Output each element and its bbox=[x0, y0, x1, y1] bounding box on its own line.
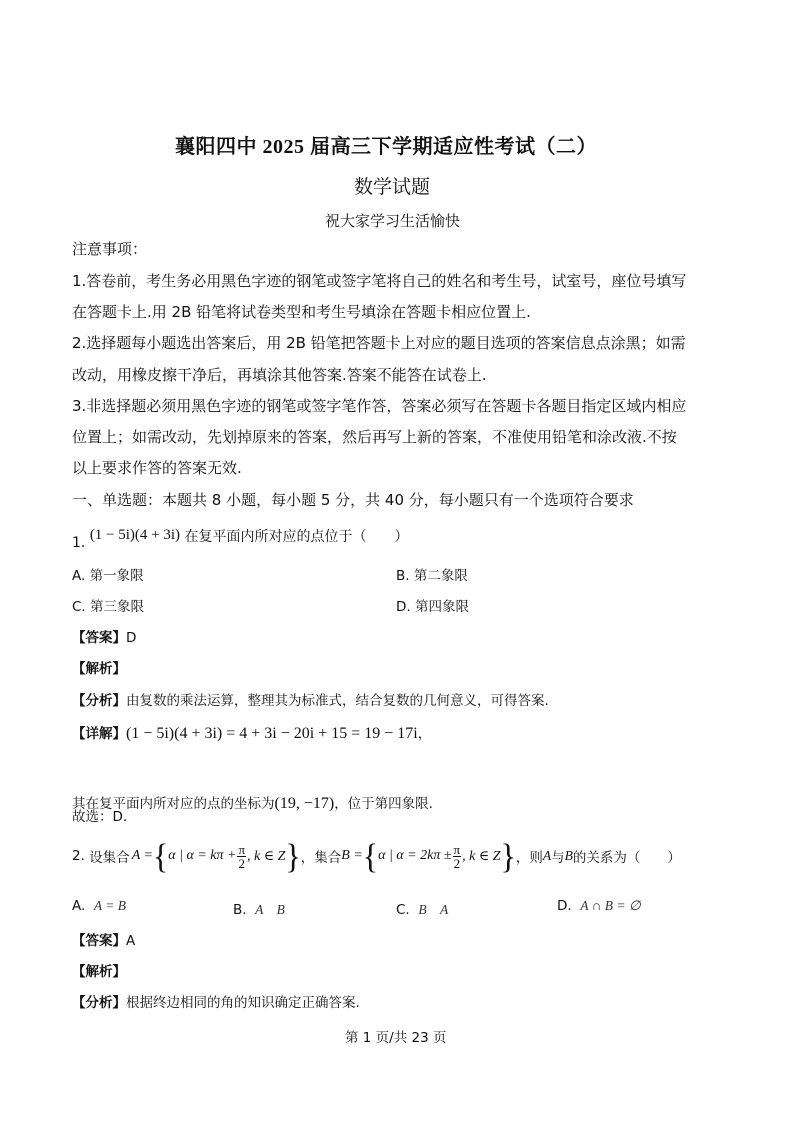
notes-item-1-line-1: 1.答卷前，考生务必用黑色字迹的钢笔或签字笔将自己的姓名和考生号，试室号，座位号填写 bbox=[72, 272, 687, 290]
question-1-detail bbox=[72, 722, 431, 743]
coordinate-value: (19, −17) bbox=[274, 795, 335, 812]
fenxi-tag: 【分析】 bbox=[72, 693, 126, 709]
detail-tag: 【详解】 bbox=[72, 726, 126, 742]
question-2-fenxi bbox=[72, 991, 360, 1011]
notes-item-1-line-2: 在答题卡上.用 2B 铅笔将试卷类型和考生号填涂在答题卡相应位置上. bbox=[72, 303, 531, 321]
question-2-set-b-ref: B bbox=[564, 848, 573, 863]
notes-heading: 注意事项： bbox=[72, 240, 148, 258]
question-1-expression: (1 − 5i)(4 + 3i) bbox=[89, 527, 181, 543]
question-1-text: 在复平面内所对应的点位于（ ） bbox=[184, 529, 409, 545]
question-1-option-d[interactable]: D. 第四象限 bbox=[396, 599, 469, 615]
question-1-choose: 故选：D. bbox=[72, 809, 128, 825]
detail-expression: (1 − 5i)(4 + 3i) = 4 + 3i − 20i + 15 = 19 − 17i bbox=[126, 725, 418, 742]
question-2-mid: ，集合 bbox=[300, 850, 342, 866]
option-b-label: B. bbox=[233, 902, 247, 918]
option-d-value: A ∩ B = ∅ bbox=[580, 898, 641, 913]
question-1-number: 1. bbox=[72, 535, 86, 551]
notes-item-2-line-1: 2.选择题每小题选出答案后，用 2B 铅笔把答题卡上对应的题目选项的答案信息点涂黑；如需 bbox=[72, 334, 686, 352]
question-2-answer bbox=[72, 929, 135, 949]
option-c-label: C. bbox=[396, 902, 410, 918]
option-a-label: A. bbox=[72, 898, 86, 914]
set-a-left: A = bbox=[131, 848, 153, 863]
option-b-value: A B bbox=[255, 902, 285, 917]
set-b-frac-num: π bbox=[453, 841, 461, 857]
question-1-answer bbox=[72, 626, 136, 646]
set-b-frac-den: 2 bbox=[453, 855, 461, 871]
exam-subtitle: 数学试题 bbox=[354, 176, 431, 198]
section-heading: 一、单选题：本题共 8 小题，每小题 5 分，共 40 分，每小题只有一个选项符合要求 bbox=[72, 491, 634, 509]
set-b-tail: , k ∈ Z bbox=[462, 848, 501, 864]
set-a-fraction bbox=[237, 843, 246, 870]
option-d-label: D. bbox=[557, 898, 572, 914]
notes-item-3-line-3: 以上要求作答的答案无效. bbox=[72, 459, 242, 477]
question-2-option-a[interactable] bbox=[72, 898, 126, 914]
question-2-with: 与 bbox=[551, 850, 565, 866]
answer-tag: 【答案】 bbox=[72, 933, 126, 949]
set-a-open-brace: { bbox=[152, 836, 169, 876]
coordinate-text: 其在复平面内所对应的点的坐标为 bbox=[72, 796, 275, 812]
fenxi-text: 由复数的乘法运算，整理其为标准式，结合复数的几何意义，可得答案. bbox=[126, 693, 549, 709]
set-b-left: B = bbox=[341, 848, 363, 863]
question-2-option-d[interactable] bbox=[557, 898, 641, 914]
question-1-option-a[interactable]: A. 第一象限 bbox=[72, 568, 144, 584]
set-b-close-brace: } bbox=[500, 836, 516, 876]
question-2-stem bbox=[72, 836, 681, 876]
question-2-lead: 设集合 bbox=[89, 850, 130, 866]
set-a-close-brace: } bbox=[285, 836, 301, 876]
set-b-fraction bbox=[453, 843, 462, 870]
set-a-body: α | α = kπ + bbox=[168, 848, 237, 863]
question-2-analysis-tag: 【解析】 bbox=[72, 964, 126, 980]
fenxi-text: 根据终边相同的角的知识确定正确答案. bbox=[126, 995, 360, 1011]
question-1-fenxi bbox=[72, 689, 549, 709]
notes-item-3-line-2: 位置上；如需改动，先划掉原来的答案，然后再写上新的答案，不准使用铅笔和涂改液.不按 bbox=[72, 428, 677, 446]
exam-title: 襄阳四中 2025 届高三下学期适应性考试（二） bbox=[175, 136, 597, 158]
detail-end: ， bbox=[417, 726, 432, 742]
exam-motto: 祝大家学习生活愉快 bbox=[325, 212, 461, 230]
notes-item-2-line-2: 改动，用橡皮擦干净后，再填涂其他答案.答案不能答在试卷上. bbox=[72, 366, 487, 384]
set-b-open-brace: { bbox=[362, 836, 379, 876]
question-1-stem bbox=[72, 526, 409, 551]
question-2-option-b[interactable] bbox=[233, 898, 285, 918]
set-a-tail: , k ∈ Z bbox=[247, 848, 286, 864]
question-2-number: 2. bbox=[72, 848, 85, 864]
option-c-value: B A bbox=[418, 902, 449, 917]
set-b-body: α | α = 2kπ ± bbox=[378, 848, 452, 863]
option-a-value: A = B bbox=[93, 898, 126, 913]
set-a-frac-den: 2 bbox=[238, 855, 245, 871]
page-footer: 第 1 页/共 23 页 bbox=[345, 1030, 447, 1046]
notes-item-3-line-1: 3.非选择题必须用黑色字迹的钢笔或签字笔作答，答案必须写在答题卡各题目指定区域内相应 bbox=[72, 397, 687, 415]
coordinate-end: ，位于第四象限. bbox=[334, 796, 433, 812]
set-a-frac-num: π bbox=[238, 841, 246, 857]
question-1-option-b[interactable]: B. 第二象限 bbox=[396, 568, 468, 584]
answer-value: A bbox=[126, 933, 136, 949]
question-2-option-c[interactable] bbox=[396, 898, 448, 918]
answer-tag: 【答案】 bbox=[72, 630, 126, 646]
question-2-then: ，则 bbox=[515, 850, 543, 866]
question-1-option-c[interactable]: C. 第三象限 bbox=[72, 599, 145, 615]
answer-value: D bbox=[126, 630, 137, 646]
fenxi-tag: 【分析】 bbox=[72, 995, 126, 1011]
question-2-set-a-ref: A bbox=[542, 848, 552, 863]
question-1-analysis-tag: 【解析】 bbox=[72, 661, 126, 677]
question-2-relation: 的关系为（ ） bbox=[572, 850, 681, 866]
